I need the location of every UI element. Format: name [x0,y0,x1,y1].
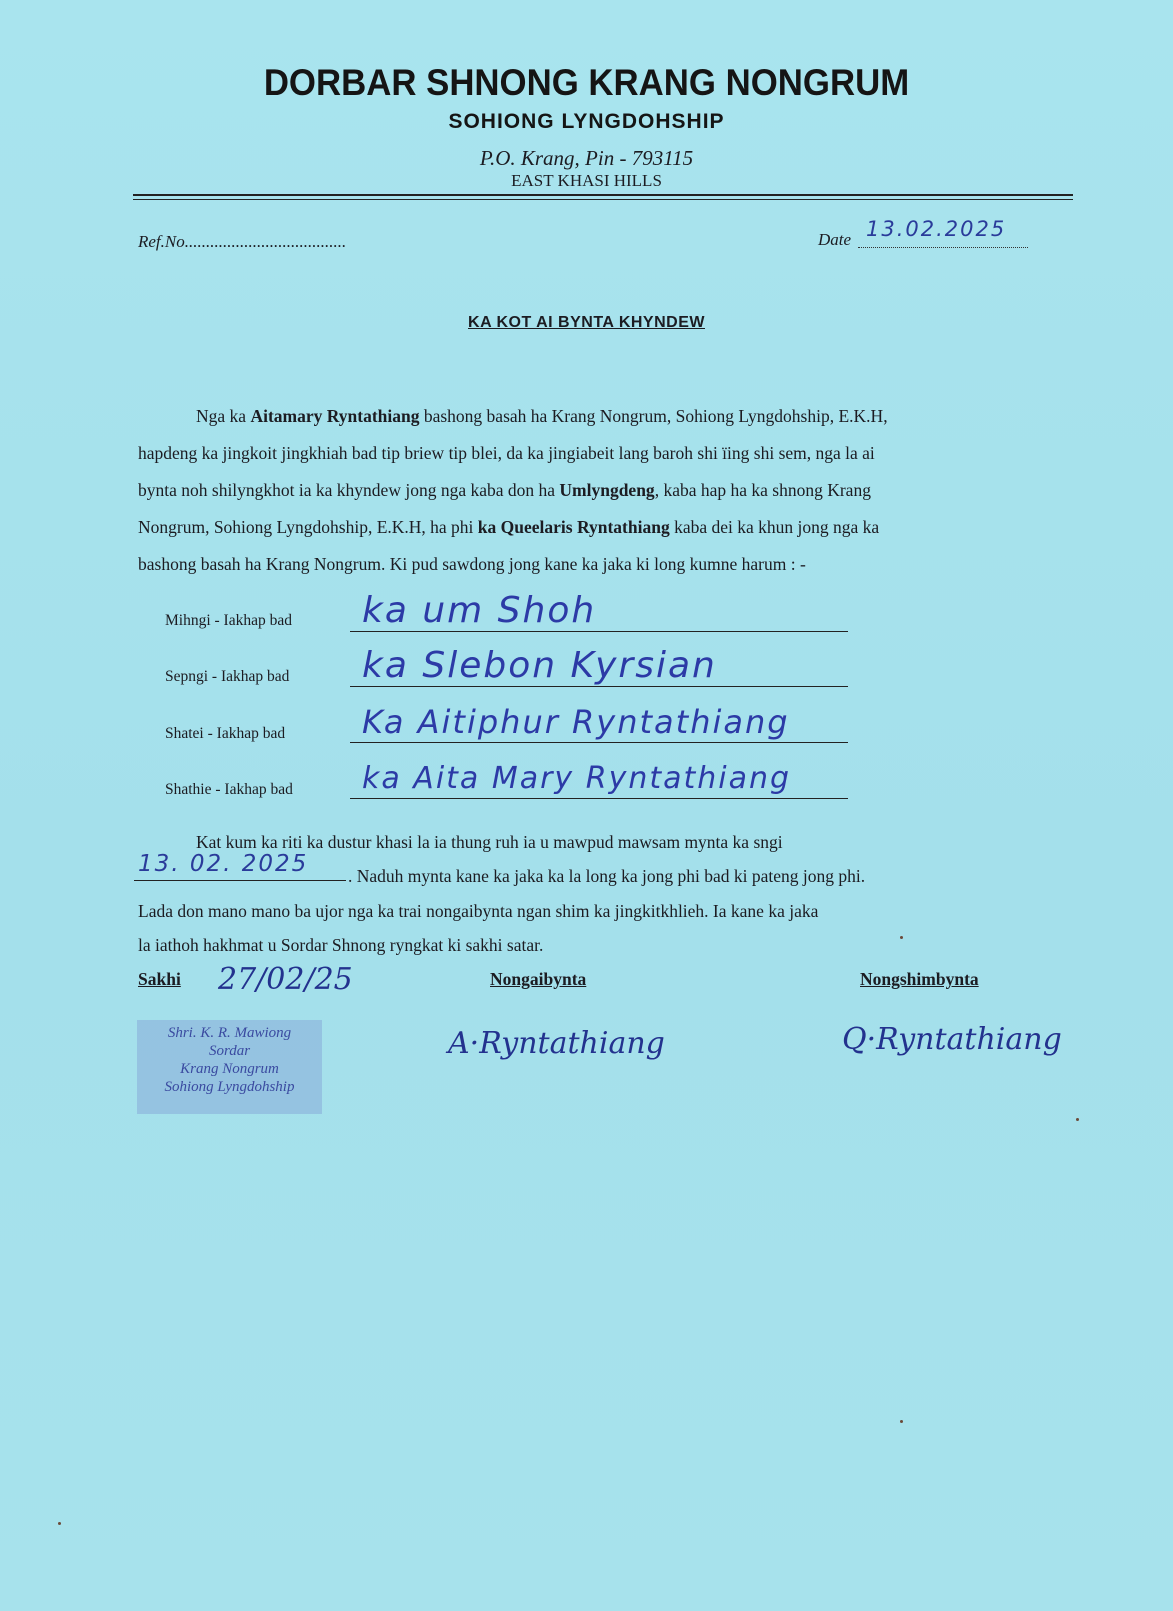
paragraph-line: Lada don mano mano ba ujor nga ka trai nongaibynta ngan shim ka jingkitkhlieh. Ia kane ka jaka [138,901,819,921]
nongaibynta-signature: A·Ryntathiang [448,1026,665,1061]
district-name: EAST KHASI HILLS [511,171,662,190]
date-value: 13.02.2025 [866,217,1007,241]
paragraph-line: Kat kum ka riti ka dustur khasi la ia thung ruh ia u mawpud mawsam mynta ka sngi [196,832,783,852]
recipient-name: ka Queelaris Ryntathiang [477,517,670,537]
boundary-label-south: Shathie - Iakhap bad [165,781,293,798]
sakhi-signature: 27/02/25 [218,962,353,997]
sakhi-label: Sakhi [138,969,181,989]
paragraph-line: bynta noh shilyngkhot ia ka khyndew jong nga kaba don ha Umlyngdeng, kaba hap ha ka shnong Krang [138,480,871,500]
boundary-line [350,686,848,687]
boundary-line [350,631,848,632]
boundary-value-west: ka Slebon Kyrsian [362,645,717,686]
paper-speck [900,936,903,939]
boundary-line [350,742,848,743]
paper-speck [900,1420,903,1423]
boundary-value-north: Ka Aitiphur Ryntathiang [362,703,790,741]
paper-speck [58,1522,61,1525]
handover-date-line [134,880,346,881]
boundary-label-west: Sepngi - Iakhap bad [165,668,290,685]
date-dotted-line [858,247,1028,248]
document-heading: KA KOT AI BYNTA KHYNDEW [468,314,705,331]
donor-name: Aitamary Ryntathiang [250,406,420,426]
boundary-label-east: Mihngi - Iakhap bad [165,612,292,629]
paper-speck [1076,1118,1079,1121]
nongshimbynta-label: Nongshimbynta [860,969,979,989]
letterhead-subtitle: SOHIONG LYNGDOHSHIP [448,110,725,133]
nongaibynta-label: Nongaibynta [490,969,587,989]
paragraph-line: hapdeng ka jingkoit jingkhiah bad tip briew tip blei, da ka jingiabeit lang baroh shi ïing shi sem, nga la ai [138,443,875,463]
boundary-label-north: Shatei - Iakhap bad [165,725,286,742]
paragraph-line: la iathoh hakhmat u Sordar Shnong ryngkat ki sakhi satar. [138,935,544,955]
paragraph-line: . Naduh mynta kane ka jaka ka la long ka jong phi bad ki pateng jong phi. [348,866,866,886]
ref-number: Ref.No...................................... [138,232,347,251]
header-rule-thin [133,199,1073,200]
boundary-value-east: ka um Shoh [362,590,597,631]
nongshimbynta-signature: Q·Ryntathiang [842,1022,1062,1057]
letterhead-title: DORBAR SHNONG KRANG NONGRUM [263,62,910,103]
header-rule [133,194,1073,196]
land-location: Umlyngdeng [559,480,655,500]
sordar-stamp: Shri. K. R. Mawiong Sordar Krang Nongrum Sohiong Lyngdohship [137,1020,322,1114]
boundary-line [350,798,848,799]
paragraph-line: Nga ka Aitamary Ryntathiang bashong basah ha Krang Nongrum, Sohiong Lyngdohship, E.K.H, [196,406,888,426]
paragraph-line: Nongrum, Sohiong Lyngdohship, E.K.H, ha phi ka Queelaris Ryntathiang kaba dei ka khun jong nga ka [138,517,880,537]
handover-date: 13. 02. 2025 [138,851,309,877]
boundary-value-south: ka Aita Mary Ryntathiang [362,761,792,796]
paragraph-line: bashong basah ha Krang Nongrum. Ki pud sawdong jong kane ka jaka ki long kumne harum : - [138,554,806,574]
postal-address: P.O. Krang, Pin - 793115 [479,146,694,170]
date-label: Date [818,230,852,249]
